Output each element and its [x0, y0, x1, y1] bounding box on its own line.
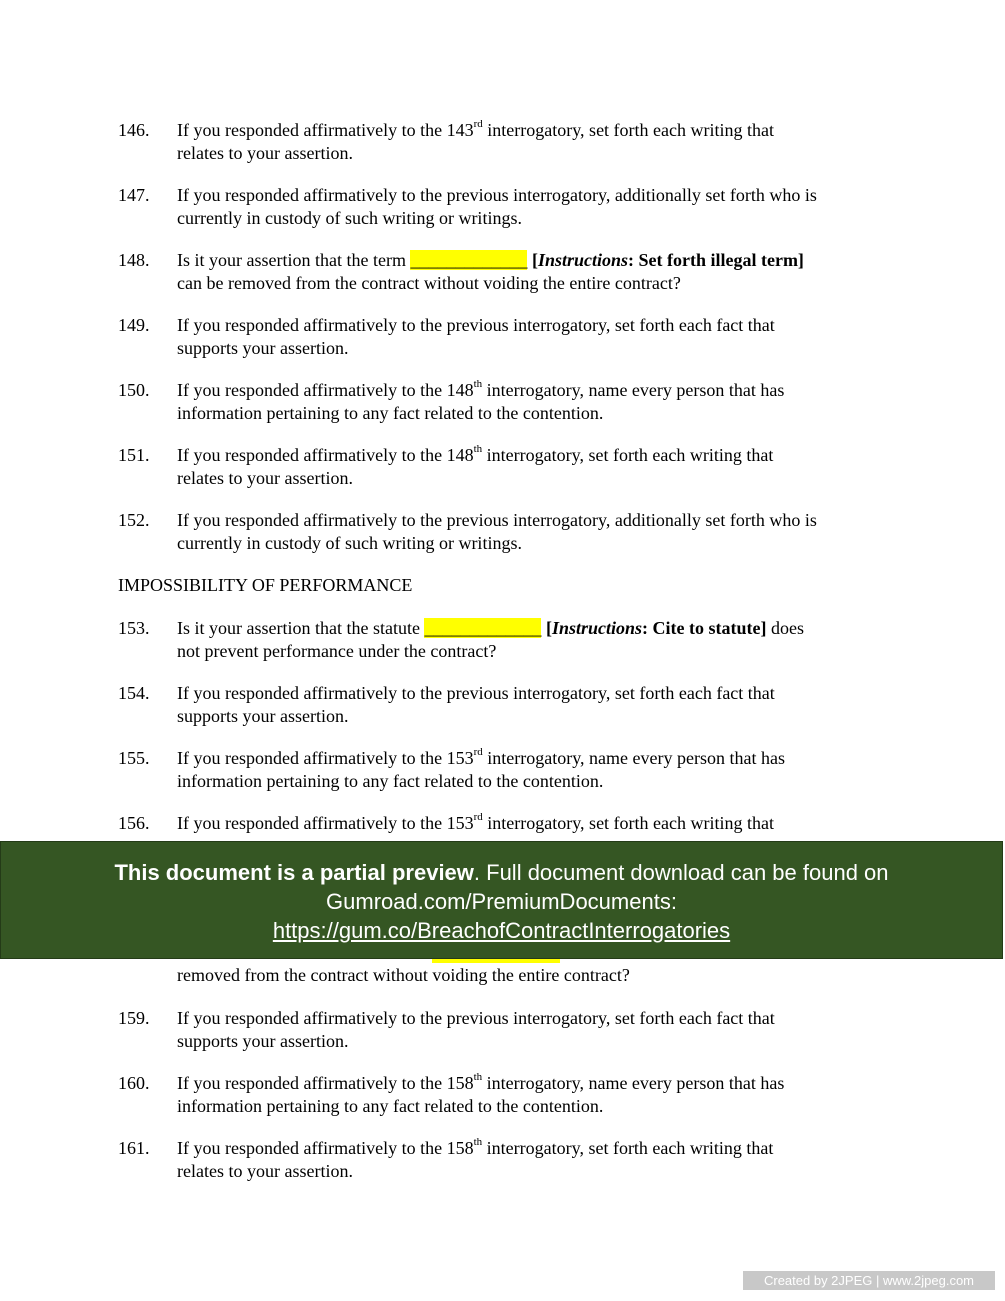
item-number: 151.	[118, 445, 150, 465]
item-number: 152.	[118, 510, 150, 530]
item-number: 161.	[118, 1138, 150, 1158]
item-text: If you responded affirmatively to the 153rd interrogatory, set forth each writing that	[177, 811, 774, 833]
section-heading: IMPOSSIBILITY OF PERFORMANCE	[118, 575, 413, 595]
banner-bold-text: This document is a partial preview	[114, 860, 474, 885]
item-text: If you responded affirmatively to the previous interrogatory, set forth each fact that supports your assertion.	[177, 315, 775, 358]
preview-banner	[0, 841, 1003, 959]
fill-in-blank: _____________	[424, 618, 542, 638]
banner-text: . Full document download can be found on	[473, 860, 889, 885]
item-number: 153.	[118, 618, 150, 638]
item-text: removed from the contract without voiding the entire contract?	[177, 941, 897, 987]
item-number: 146.	[118, 120, 150, 140]
item-text: If you responded affirmatively to the previous interrogatory, additionally set forth who is currently in custody of such writing or writings.	[177, 185, 817, 228]
item-text: If you responded affirmatively to the 148th interrogatory, set forth each writing that relates to your assertion.	[177, 443, 774, 488]
watermark-footer: Created by 2JPEG | www.2jpeg.com	[743, 1271, 995, 1290]
item-text: If you responded affirmatively to the 158th interrogatory, set forth each writing that relates to your assertion.	[177, 1136, 774, 1181]
download-link[interactable]: https://gum.co/BreachofContractInterrogatories	[272, 918, 731, 943]
item-number: 148.	[118, 250, 150, 270]
item-number: 147.	[118, 185, 150, 205]
item-number: 154.	[118, 683, 150, 703]
item-text: If you responded affirmatively to the previous interrogatory, additionally set forth who is currently in custody of such writing or writings.	[177, 510, 817, 553]
item-number: 150.	[118, 380, 150, 400]
item-number: 160.	[118, 1073, 150, 1093]
item-number: 155.	[118, 748, 150, 768]
item-text: If you responded affirmatively to the 143rd interrogatory, set forth each writing that relates to your assertion.	[177, 118, 774, 163]
fill-in-blank: _____________	[410, 250, 528, 270]
item-text: If you responded affirmatively to the 158th interrogatory, name every person that has information pertaining to any fact related to the contention.	[177, 1071, 785, 1116]
banner-line2: Gumroad.com/PremiumDocuments:	[326, 889, 677, 914]
item-text: Is it your assertion that the statute _____________ [Instructions: Cite to statute] does not prevent performance under the contract?	[177, 618, 804, 661]
item-number: 149.	[118, 315, 150, 335]
item-text: Is it your assertion that the term _____________ [Instructions: Set forth illegal term] can be removed from the contract without voiding the entire contract?	[177, 250, 804, 293]
item-text: If you responded affirmatively to the 153rd interrogatory, name every person that has information pertaining to any fact related to the contention.	[177, 746, 785, 791]
item-number: 159.	[118, 1008, 150, 1028]
item-text: If you responded affirmatively to the previous interrogatory, set forth each fact that supports your assertion.	[177, 1008, 775, 1051]
item-text: If you responded affirmatively to the 148th interrogatory, name every person that has information pertaining to any fact related to the contention.	[177, 378, 785, 423]
item-number: 156.	[118, 813, 150, 833]
item-text: If you responded affirmatively to the previous interrogatory, set forth each fact that supports your assertion.	[177, 683, 775, 726]
